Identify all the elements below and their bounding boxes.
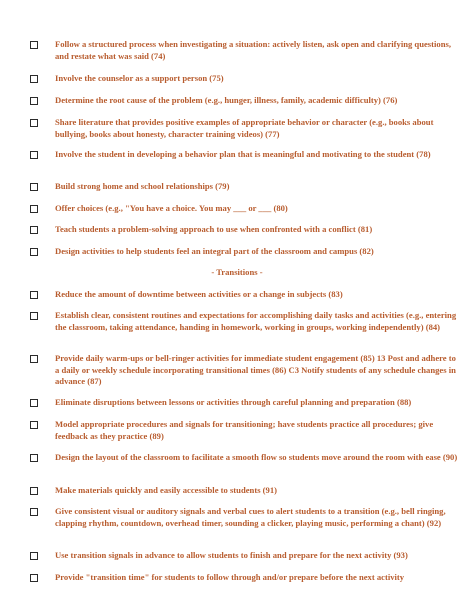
checkbox-icon[interactable] xyxy=(30,97,38,105)
checklist-item-text: Share literature that provides positive examples of appropriate behavior or character (e.g., books about bullying, books about honesty, character training videos) (77) xyxy=(55,117,434,139)
checkbox-icon[interactable] xyxy=(30,355,38,363)
checkbox-icon[interactable] xyxy=(30,119,38,127)
checkbox-icon[interactable] xyxy=(30,421,38,429)
checkbox-icon[interactable] xyxy=(30,75,38,83)
checklist-item-text: Give consistent visual or auditory signals and verbal cues to alert students to a transition (e.g., bell ringing, clapping rhythm, countdown, overhead timer, sounding a clicker, playing music, performing a chant) (92) xyxy=(55,506,446,528)
checkbox-icon[interactable] xyxy=(30,574,38,582)
checkbox-icon[interactable] xyxy=(30,399,38,407)
checkbox-icon[interactable] xyxy=(30,248,38,256)
checkbox-icon[interactable] xyxy=(30,41,38,49)
checklist-item-text: Teach students a problem-solving approach to use when confronted with a conflict (81) xyxy=(55,224,373,234)
checklist-item-text: Build strong home and school relationships (79) xyxy=(55,181,230,191)
checkbox-icon[interactable] xyxy=(30,205,38,213)
checkbox-icon[interactable] xyxy=(30,508,38,516)
section-heading-transitions: - Transitions - xyxy=(211,267,263,277)
checklist-item-text: Follow a structured process when investigating a situation: actively listen, ask open and clarifying questions, and restate what was said (74) xyxy=(55,39,451,61)
checklist-item-text: Use transition signals in advance to allow students to finish and prepare for the next activity (93) xyxy=(55,550,408,560)
checkbox-icon[interactable] xyxy=(30,454,38,462)
checklist-item-text: Design the layout of the classroom to facilitate a smooth flow so students move around the room with ease (90) xyxy=(55,452,458,462)
checkbox-icon[interactable] xyxy=(30,183,38,191)
checklist-item-text: Eliminate disruptions between lessons or activities through careful planning and preparation (88) xyxy=(55,397,412,407)
checklist-item-text: Model appropriate procedures and signals for transitioning; have students practice all procedures; give feedback as they practice (89) xyxy=(55,419,434,441)
checkbox-icon[interactable] xyxy=(30,226,38,234)
checkbox-icon[interactable] xyxy=(30,552,38,560)
checklist-item-text: Establish clear, consistent routines and expectations for accomplishing daily tasks and activities (e.g., entering the classroom, taking attendance, handing in homework, working in groups, working independently) (84) xyxy=(55,310,457,332)
checklist-item-text: Involve the student in developing a behavior plan that is meaningful and motivating to the student (78) xyxy=(55,149,431,159)
checklist-item-text: Make materials quickly and easily accessible to students (91) xyxy=(55,485,277,495)
checklist-item-text: Offer choices (e.g., "You have a choice. You may ___ or ___ (80) xyxy=(55,203,288,213)
checklist-item-text: Design activities to help students feel an integral part of the classroom and campus (82) xyxy=(55,246,374,256)
checkbox-icon[interactable] xyxy=(30,291,38,299)
checklist-item-text: Provide "transition time" for students to follow through and/or prepare before the next activity xyxy=(55,572,405,582)
checkbox-icon[interactable] xyxy=(30,151,38,159)
checklist-item-text: Provide daily warm-ups or bell-ringer activities for immediate student engagement (85) 13 Post and adhere to a daily or weekly schedule incorporating transitional times (86) C3 Notify students of any schedule changes in advance (87) xyxy=(55,353,456,386)
checklist-item-text: Involve the counselor as a support person (75) xyxy=(55,73,224,83)
checklist-item-text: Reduce the amount of downtime between activities or a change in subjects (83) xyxy=(55,289,343,299)
checkbox-icon[interactable] xyxy=(30,487,38,495)
checkbox-icon[interactable] xyxy=(30,312,38,320)
checklist-item-text: Determine the root cause of the problem (e.g., hunger, illness, family, academic difficulty) (76) xyxy=(55,95,398,105)
